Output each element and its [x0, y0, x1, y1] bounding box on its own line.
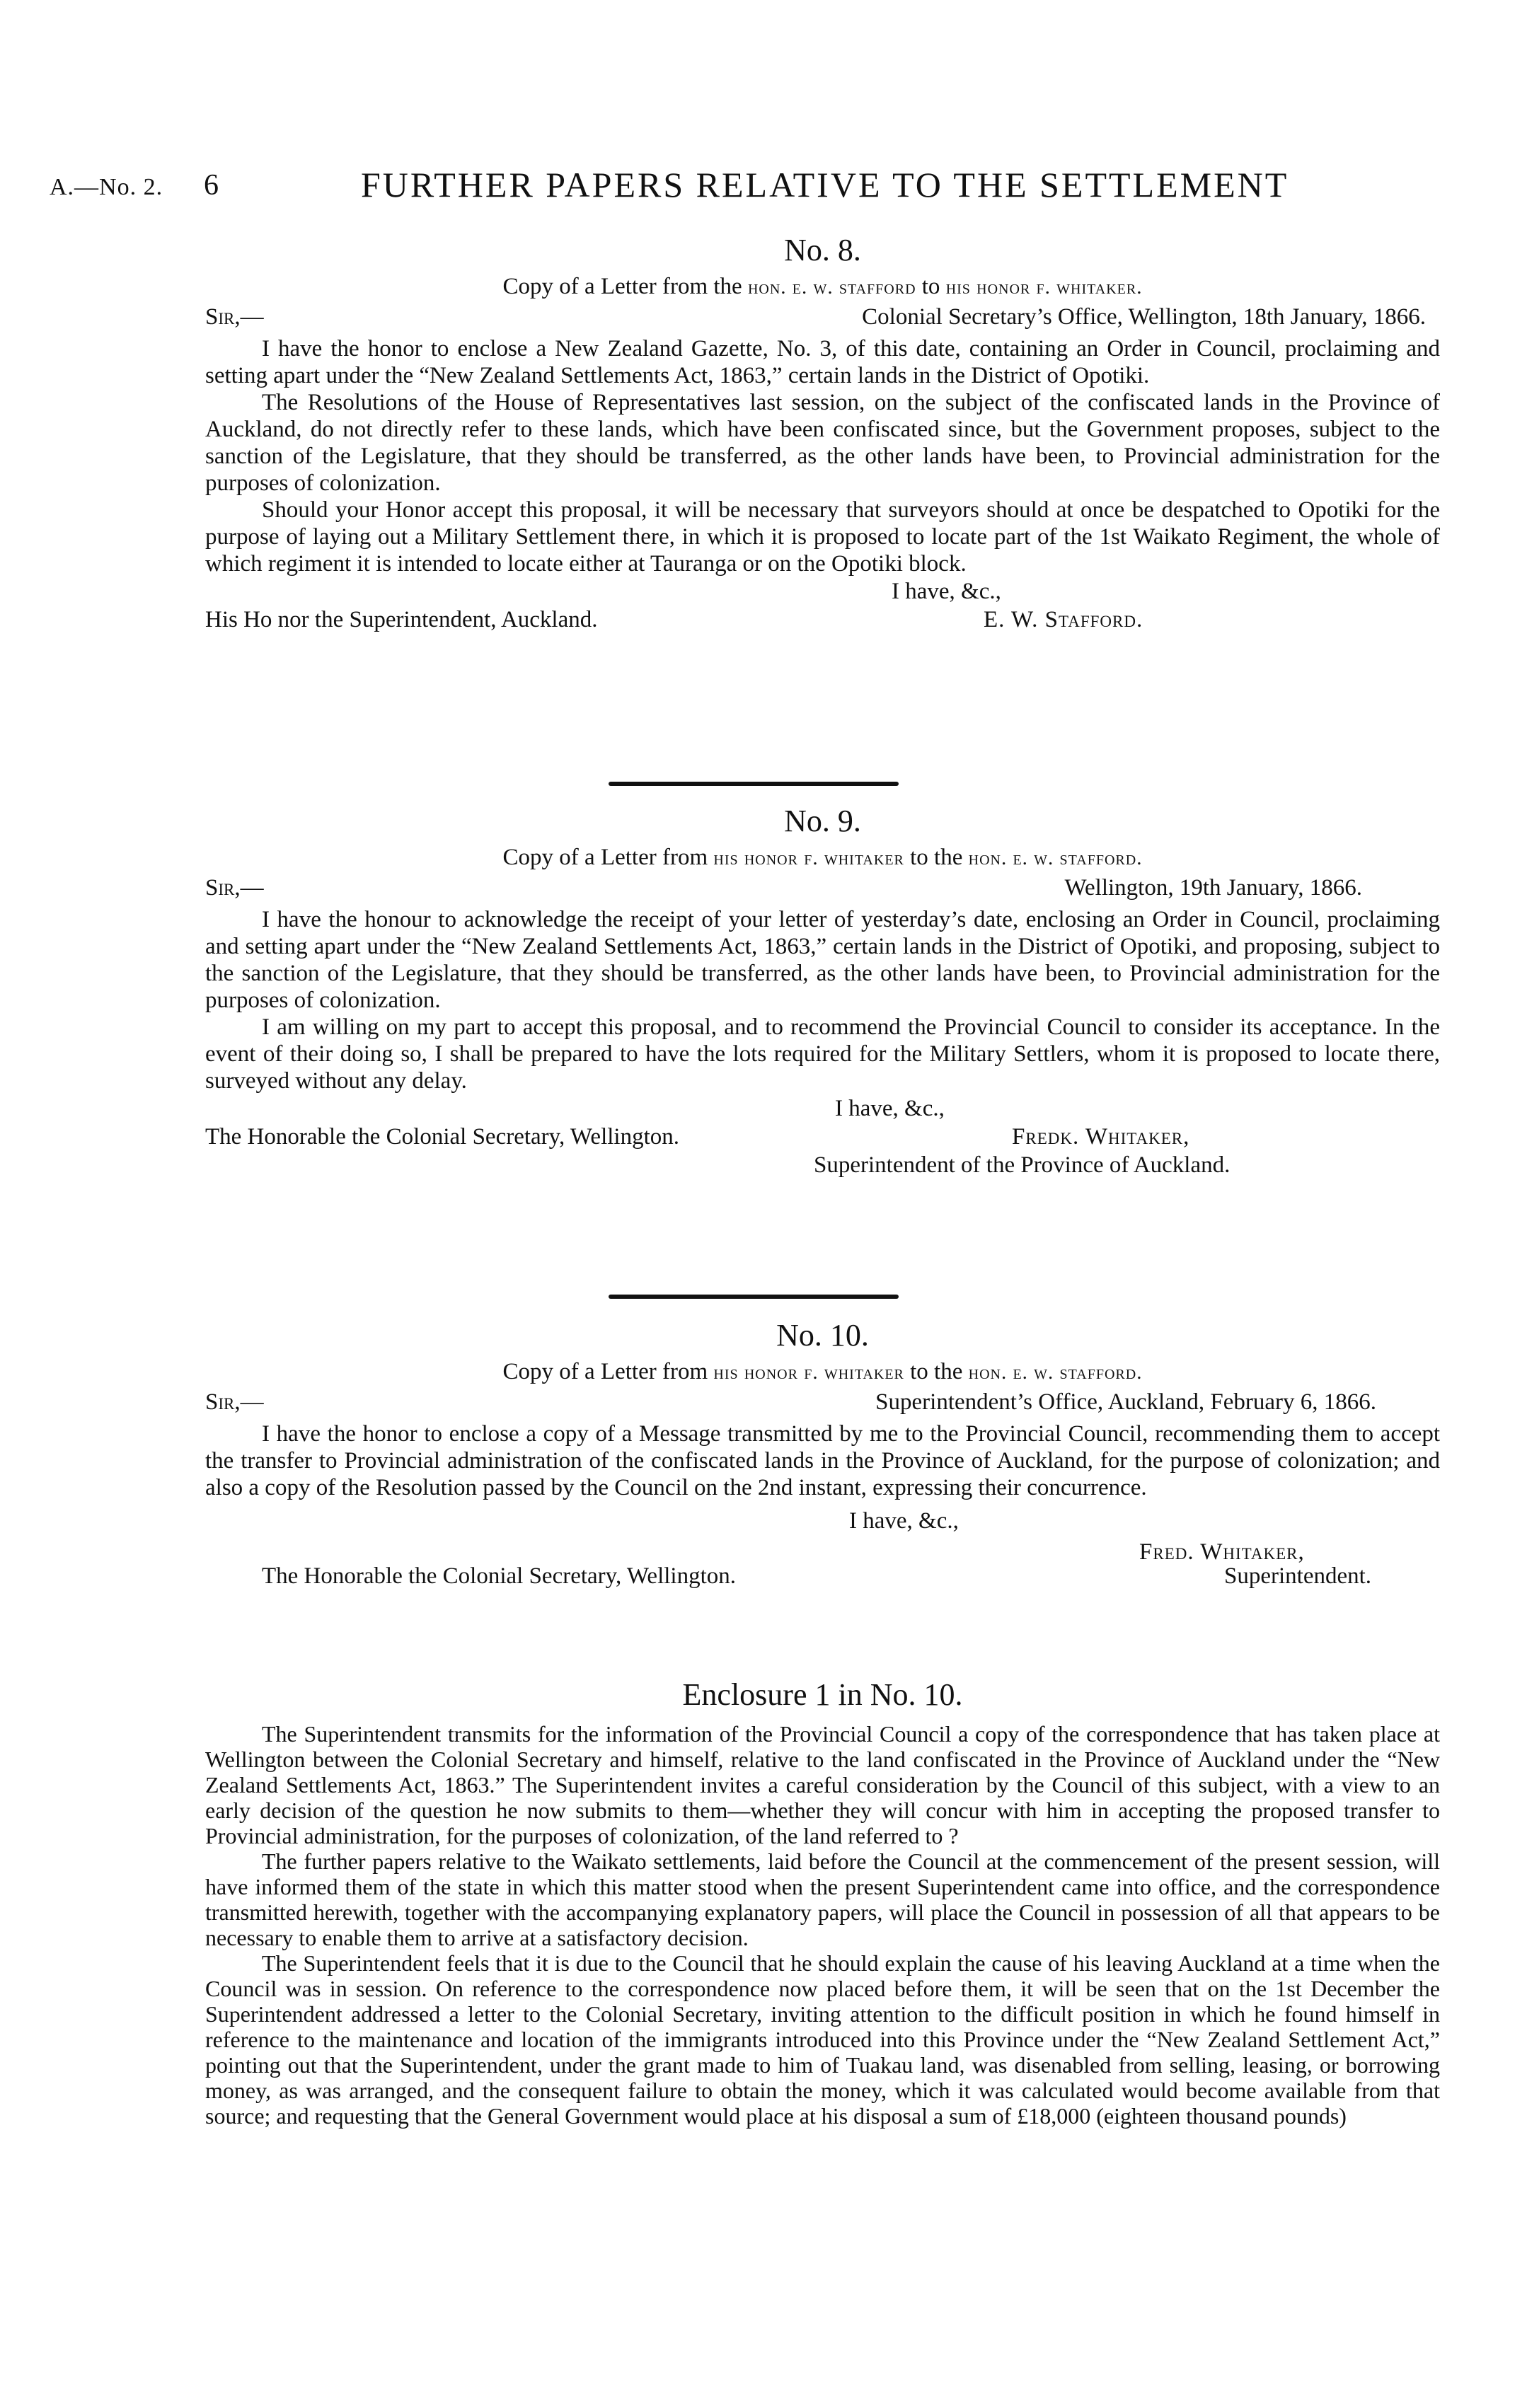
letter-no-9	[205, 803, 1440, 1179]
salutation: Sir,—	[205, 1389, 264, 1415]
salutation-row	[205, 875, 1440, 906]
place-date: Superintendent’s Office, Auckland, February 6, 1866.	[875, 1389, 1376, 1415]
section-divider	[609, 1295, 899, 1299]
place-date: Colonial Secretary’s Office, Wellington, 18th January, 1866.	[862, 304, 1426, 330]
salutation: Sir,—	[205, 304, 264, 330]
letter-number: No. 9.	[784, 804, 861, 838]
addressee: The Honorable the Colonial Secretary, Wellington.	[262, 1563, 736, 1589]
closing: I have, &c.,	[835, 1096, 945, 1121]
salutation-row	[205, 304, 1440, 335]
running-title: FURTHER PAPERS RELATIVE TO THE SETTLEMENT	[361, 165, 1289, 204]
addressee-row	[205, 1563, 1440, 1592]
signature: E. W. Stafford.	[984, 607, 1143, 632]
paragraph: The Superintendent transmits for the information of the Provincial Council a copy of the correspondence that has taken place at Wellington between the Colonial Secretary and himself, relative to the land confiscated in the Province of Auckland under the “New Zealand Settlements Act, 1863.” The Superintendent invites a careful consideration by the Council of this subject, with a view to an early decision of the question he now submits to them—whether they will concur with him in accepting the proposed transfer to Provincial administration, for the purposes of colonization, of the land referred to ?	[205, 1721, 1440, 1848]
heading-to-word: to the	[910, 845, 963, 870]
paper-reference: A.—No. 2.	[50, 174, 163, 200]
paragraph: I have the honor to enclose a New Zealand Gazette, No. 3, of this date, containing an Order in Council, proclaiming and setting apart under the “New Zealand Settlements Act, 1863,” certain lands in the District of Opotiki.	[205, 336, 1440, 388]
heading-from: his honor f. whitaker	[713, 1361, 904, 1384]
paragraph: Should your Honor accept this proposal, it will be necessary that surveyors should at once be despatched to Opotiki for the purpose of laying out a Military Settlement there, in which it is proposed to locate part of the 1st Waikato Regiment, the whole of which regiment it is intended to locate either at Tauranga or on the Opotiki block.	[205, 497, 1440, 577]
paragraph: The Superintendent feels that it is due to the Council that he should explain the cause of his leaving Auckland at a time when the Council was in session. On reference to the correspondence now placed before them, it will be seen that on the 1st December the Superintendent addressed a letter to the Colonial Secretary, inviting attention to the difficult position in which he found himself in reference to the maintenance and location of the immigrants introduced into this Province under the “New Zealand Settlement Act,” pointing out that the Superintendent, under the grant made to him of Tuakau land, was disenabled from selling, leasing, or borrowing money, as was arranged, and the consequent failure to obtain the money, which it was calculated would become available from that source; and requesting that the General Government would place at his disposal a sum of £18,000 (eighteen thousand pounds)	[205, 1950, 1440, 2129]
signature-row	[205, 606, 1440, 634]
heading-prefix: Copy of a Letter from	[502, 845, 708, 870]
heading-to: his honor f. whitaker.	[945, 276, 1143, 299]
signature: Fredk. Whitaker,	[1012, 1124, 1190, 1150]
paragraph: I am willing on my part to accept this proposal, and to recommend the Provincial Council to consider its acceptance. In the event of their doing so, I shall be prepared to have the lots required for the Military Settlers, whom it is proposed to locate there, surveyed without any delay.	[205, 1014, 1440, 1094]
closing: I have, &c.,	[892, 579, 1001, 604]
enclosure-1	[205, 1677, 1440, 2129]
signature-title: Superintendent.	[1224, 1563, 1372, 1589]
letter-no-10	[205, 1317, 1440, 1592]
heading-from: hon. e. w. stafford	[747, 276, 916, 299]
closing-row	[205, 1507, 1440, 1535]
letter-heading	[205, 274, 1440, 300]
addressee: The Honorable the Colonial Secretary, Wellington.	[205, 1124, 679, 1150]
paragraph: I have the honor to enclose a copy of a Message transmitted by me to the Provincial Council, recommending them to accept the transfer to Provincial administration of the confiscated lands in the Province of Auckland, for the purpose of colonization; and also a copy of the Resolution passed by the Council on the 2nd instant, expressing their concurrence.	[205, 1421, 1440, 1500]
page-header	[50, 164, 1436, 207]
letter-heading	[205, 1359, 1440, 1385]
heading-to: hon. e. w. stafford.	[968, 847, 1143, 869]
paragraph: The Resolutions of the House of Representatives last session, on the subject of the confiscated lands in the Province of Auckland, do not directly refer to these lands, which have been confiscated since, but the Government proposes, subject to the sanction of the Legislature, that they should be transferred, as the other lands have been, to Provincial administration for the purposes of colonization.	[205, 390, 1440, 496]
place-date: Wellington, 19th January, 1866.	[1064, 875, 1362, 901]
page-number: 6	[204, 169, 219, 202]
closing: I have, &c.,	[849, 1508, 959, 1534]
signature-title: Superintendent of the Province of Auckland.	[814, 1152, 1231, 1178]
letter-no-8	[205, 232, 1440, 634]
heading-from: his honor f. whitaker	[713, 847, 904, 869]
heading-to: hon. e. w. stafford.	[968, 1361, 1143, 1384]
heading-prefix: Copy of a Letter from	[502, 1359, 708, 1384]
salutation-row	[205, 1389, 1440, 1420]
closing-row	[205, 577, 1440, 606]
paragraph: I have the honour to acknowledge the receipt of your letter of yesterday’s date, enclosing an Order in Council, proclaiming and setting apart under the “New Zealand Settlements Act, 1863,” certain lands in the District of Opotiki, and proposing, subject to the sanction of the Legislature, that they should be transferred, as the other lands have been, to Provincial administration for the purposes of colonization.	[205, 907, 1440, 1013]
salutation: Sir,—	[205, 875, 264, 901]
letter-number: No. 8.	[784, 233, 861, 267]
heading-to-word: to	[921, 274, 940, 299]
enclosure-title: Enclosure 1 in No. 10.	[682, 1677, 963, 1712]
paragraph: The further papers relative to the Waikato settlements, laid before the Council at the commencement of the present session, will have informed them of the state in which this matter stood when the present Superintendent came into office, and the correspondence transmitted herewith, together with the accompanying explanatory papers, will place the Council in possession of all that appears to be necessary to enable them to arrive at a satisfactory decision.	[205, 1848, 1440, 1950]
signature-row	[205, 1535, 1440, 1563]
heading-to-word: to the	[910, 1359, 963, 1384]
letter-number: No. 10.	[776, 1318, 869, 1353]
addressee: His Ho nor the Superintendent, Auckland.	[205, 607, 598, 632]
letter-heading	[205, 845, 1440, 871]
section-divider	[609, 782, 899, 786]
closing-row	[205, 1094, 1440, 1123]
heading-prefix: Copy of a Letter from the	[502, 274, 742, 299]
signature: Fred. Whitaker,	[1139, 1539, 1305, 1565]
signature-title-row	[205, 1151, 1440, 1179]
signature-row	[205, 1123, 1440, 1151]
